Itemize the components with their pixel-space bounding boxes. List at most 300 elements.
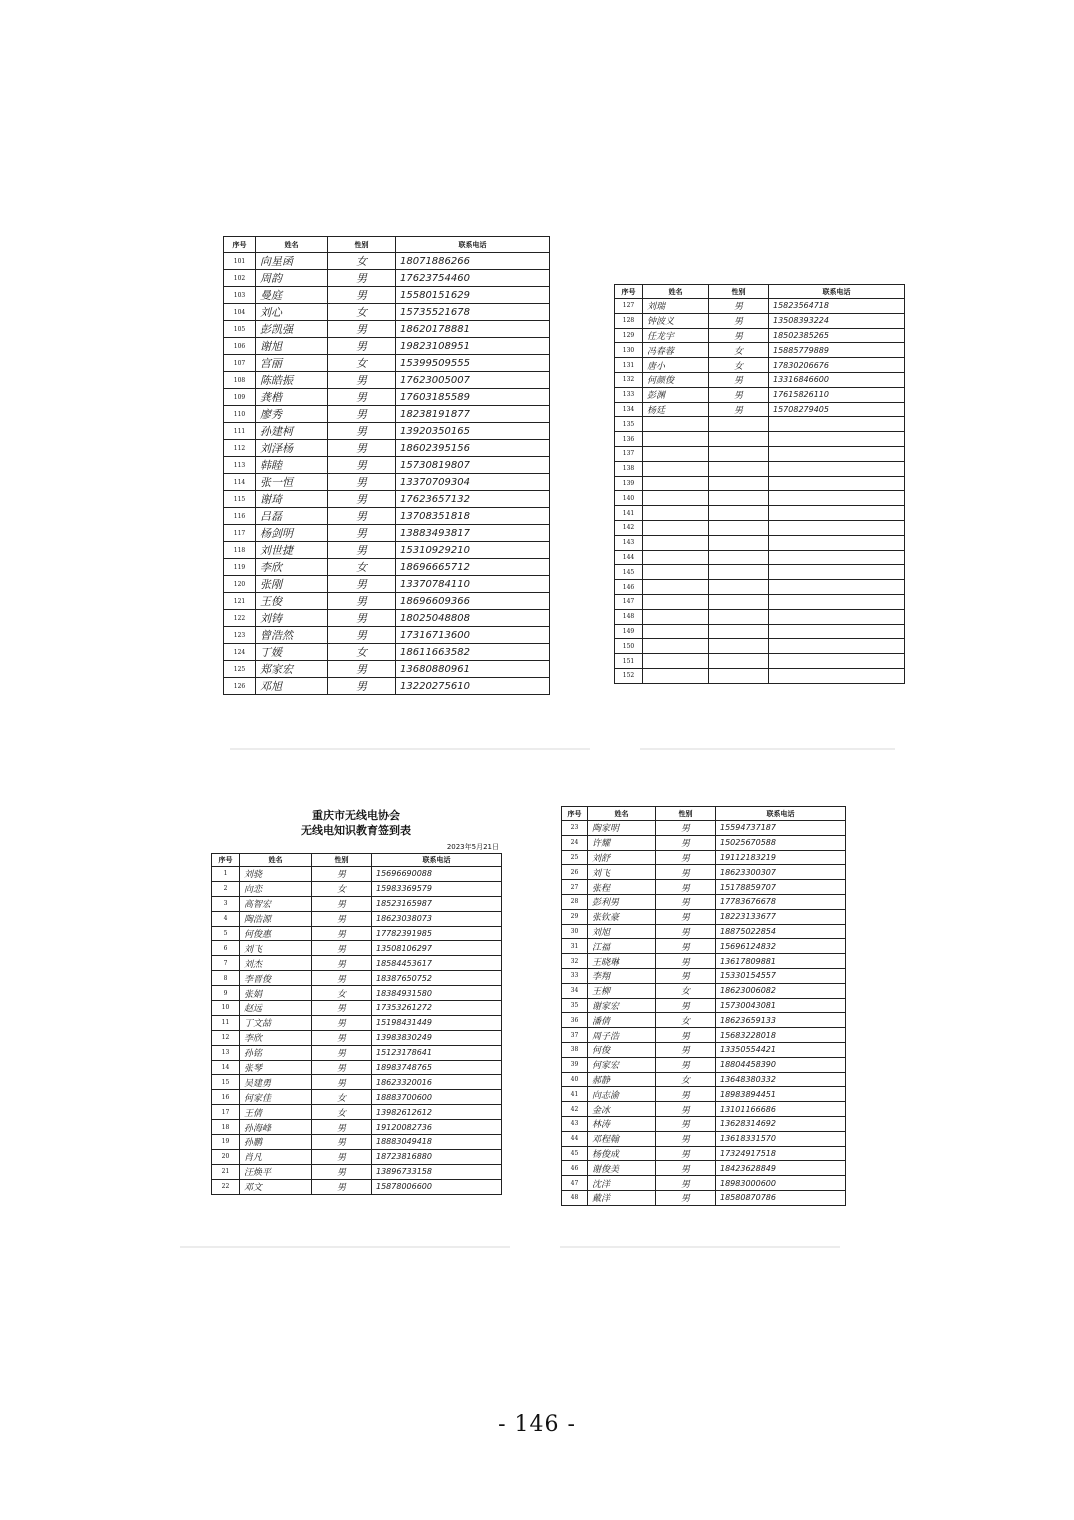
row-number: 124	[224, 644, 256, 661]
row-phone: 13370784110	[396, 576, 550, 593]
row-gender: 女	[312, 1090, 372, 1105]
row-number: 104	[224, 304, 256, 321]
row-phone: 13508393224	[769, 313, 905, 328]
row-number: 7	[212, 956, 240, 971]
row-name: 孙铭	[240, 1045, 312, 1060]
row-gender	[709, 639, 769, 654]
row-number: 141	[615, 506, 643, 521]
col-header-no: 序号	[562, 807, 588, 821]
table-row	[212, 911, 502, 926]
row-gender: 男	[656, 954, 716, 969]
row-gender: 女	[328, 355, 396, 372]
row-name: 周子浩	[588, 1028, 656, 1043]
row-phone: 18611663582	[396, 644, 550, 661]
row-phone: 18623038073	[372, 911, 502, 926]
row-phone: 18071886266	[396, 253, 550, 270]
row-phone: 18883700600	[372, 1090, 502, 1105]
row-phone: 15178859707	[716, 880, 846, 895]
col-header-phone: 联系电话	[372, 854, 502, 867]
row-phone	[769, 491, 905, 506]
table-row	[615, 491, 905, 506]
row-gender: 男	[656, 821, 716, 836]
table-row	[212, 1105, 502, 1120]
row-gender: 女	[328, 253, 396, 270]
row-name: 郝静	[588, 1072, 656, 1087]
row-phone	[769, 594, 905, 609]
row-phone: 18623300307	[716, 865, 846, 880]
row-phone: 13628314692	[716, 1116, 846, 1131]
row-number: 127	[615, 299, 643, 314]
row-number: 45	[562, 1146, 588, 1161]
scan-edge-line	[560, 1246, 840, 1248]
table-row	[212, 1030, 502, 1045]
row-number: 43	[562, 1116, 588, 1131]
registration-table	[614, 284, 905, 684]
row-gender: 男	[656, 1087, 716, 1102]
row-phone: 17603185589	[396, 389, 550, 406]
row-number: 34	[562, 983, 588, 998]
row-gender: 男	[656, 924, 716, 939]
row-gender: 男	[656, 880, 716, 895]
row-name: 李翔	[588, 968, 656, 983]
table-row	[615, 668, 905, 683]
table-row	[562, 835, 846, 850]
row-phone	[769, 446, 905, 461]
row-gender	[709, 550, 769, 565]
row-number: 102	[224, 270, 256, 287]
row-gender	[709, 506, 769, 521]
row-name: 吕磊	[256, 508, 328, 525]
row-phone	[769, 668, 905, 683]
table-row	[615, 624, 905, 639]
row-phone: 13617809881	[716, 954, 846, 969]
table-row	[615, 461, 905, 476]
row-name: 刘泽杨	[256, 440, 328, 457]
table-row	[224, 474, 550, 491]
col-header-gender: 性别	[656, 807, 716, 821]
row-name: 刘铸	[256, 610, 328, 627]
row-gender: 男	[312, 1164, 372, 1179]
row-gender: 女	[328, 644, 396, 661]
row-gender: 男	[656, 865, 716, 880]
row-phone	[769, 535, 905, 550]
table-row	[615, 328, 905, 343]
row-number: 140	[615, 491, 643, 506]
row-gender	[709, 520, 769, 535]
row-phone: 18580870786	[716, 1190, 846, 1205]
table-row	[562, 1042, 846, 1057]
table-row	[224, 253, 550, 270]
col-header-gender: 性别	[709, 285, 769, 299]
row-name: 张一恒	[256, 474, 328, 491]
row-gender	[709, 535, 769, 550]
row-name	[643, 506, 709, 521]
row-phone: 15025670588	[716, 835, 846, 850]
row-gender: 女	[709, 358, 769, 373]
row-phone: 13350554421	[716, 1042, 846, 1057]
row-gender: 男	[328, 542, 396, 559]
row-name: 谢家宏	[588, 998, 656, 1013]
row-gender: 男	[328, 525, 396, 542]
row-name: 韩睦	[256, 457, 328, 474]
table-row	[562, 924, 846, 939]
row-number: 114	[224, 474, 256, 491]
table-row	[615, 417, 905, 432]
row-gender: 男	[328, 457, 396, 474]
row-number: 146	[615, 580, 643, 595]
row-phone: 18025048808	[396, 610, 550, 627]
row-gender	[709, 654, 769, 669]
row-phone: 13508106297	[372, 941, 502, 956]
row-name	[643, 550, 709, 565]
row-number: 138	[615, 461, 643, 476]
row-number: 6	[212, 941, 240, 956]
row-name: 杨剑明	[256, 525, 328, 542]
row-number: 39	[562, 1057, 588, 1072]
row-number: 129	[615, 328, 643, 343]
row-name: 谢旭	[256, 338, 328, 355]
table-row	[562, 821, 846, 836]
row-name: 李欣	[240, 1030, 312, 1045]
row-phone: 17623005007	[396, 372, 550, 389]
row-name	[643, 432, 709, 447]
row-number: 143	[615, 535, 643, 550]
row-number: 112	[224, 440, 256, 457]
row-name: 陶浩源	[240, 911, 312, 926]
row-gender: 男	[312, 1030, 372, 1045]
col-header-phone: 联系电话	[396, 237, 550, 253]
row-name: 邓旭	[256, 678, 328, 695]
row-phone: 15310929210	[396, 542, 550, 559]
row-phone: 18423628849	[716, 1161, 846, 1176]
row-number: 125	[224, 661, 256, 678]
row-number: 137	[615, 446, 643, 461]
row-number: 2	[212, 881, 240, 896]
row-gender: 男	[656, 1131, 716, 1146]
row-number: 107	[224, 355, 256, 372]
row-number: 142	[615, 520, 643, 535]
row-number: 10	[212, 1001, 240, 1016]
col-header-name: 姓名	[643, 285, 709, 299]
table-row	[562, 865, 846, 880]
registration-table	[561, 806, 846, 1206]
table-row	[562, 850, 846, 865]
row-number: 101	[224, 253, 256, 270]
row-phone: 18983894451	[716, 1087, 846, 1102]
row-gender: 男	[656, 909, 716, 924]
row-phone: 18883049418	[372, 1135, 502, 1150]
row-number: 120	[224, 576, 256, 593]
row-gender: 女	[312, 881, 372, 896]
scan-edge-line	[230, 748, 590, 750]
row-gender: 男	[328, 491, 396, 508]
row-phone: 15730819807	[396, 457, 550, 474]
row-number: 33	[562, 968, 588, 983]
row-gender: 女	[656, 1072, 716, 1087]
row-gender: 男	[656, 1102, 716, 1117]
row-gender: 男	[328, 627, 396, 644]
row-name: 王柳	[588, 983, 656, 998]
table-row	[562, 1161, 846, 1176]
col-header-phone: 联系电话	[716, 807, 846, 821]
row-gender: 男	[709, 313, 769, 328]
row-phone: 13370709304	[396, 474, 550, 491]
row-phone: 15123178641	[372, 1045, 502, 1060]
row-phone: 18523165987	[372, 896, 502, 911]
row-number: 31	[562, 939, 588, 954]
row-number: 116	[224, 508, 256, 525]
table-row	[224, 389, 550, 406]
row-number: 121	[224, 593, 256, 610]
row-gender	[709, 432, 769, 447]
row-number: 8	[212, 971, 240, 986]
row-number: 37	[562, 1028, 588, 1043]
row-phone: 17316713600	[396, 627, 550, 644]
row-number: 18	[212, 1120, 240, 1135]
row-phone: 13220275610	[396, 678, 550, 695]
row-number: 32	[562, 954, 588, 969]
row-name: 金冰	[588, 1102, 656, 1117]
row-gender: 女	[328, 559, 396, 576]
table-row	[615, 313, 905, 328]
row-gender: 男	[656, 1042, 716, 1057]
row-phone: 18983000600	[716, 1176, 846, 1191]
table-row	[615, 343, 905, 358]
table-row	[562, 954, 846, 969]
row-number: 15	[212, 1075, 240, 1090]
row-number: 5	[212, 926, 240, 941]
row-phone: 13920350165	[396, 423, 550, 440]
table-row	[615, 535, 905, 550]
row-phone	[769, 609, 905, 624]
row-gender: 男	[312, 1001, 372, 1016]
row-phone: 17324917518	[716, 1146, 846, 1161]
row-phone: 17623754460	[396, 270, 550, 287]
row-number: 133	[615, 387, 643, 402]
row-gender: 男	[709, 387, 769, 402]
table-row	[615, 609, 905, 624]
row-number: 149	[615, 624, 643, 639]
table-row	[224, 644, 550, 661]
row-number: 128	[615, 313, 643, 328]
row-phone: 19120082736	[372, 1120, 502, 1135]
row-gender: 女	[656, 1013, 716, 1028]
table-row	[212, 1120, 502, 1135]
table-row	[224, 576, 550, 593]
row-name: 曾浩然	[256, 627, 328, 644]
row-name: 彭凯强	[256, 321, 328, 338]
sign-in-sheet-c	[211, 808, 501, 1208]
row-number: 17	[212, 1105, 240, 1120]
row-number: 152	[615, 668, 643, 683]
row-name: 周韵	[256, 270, 328, 287]
col-header-gender: 性别	[312, 854, 372, 867]
row-phone: 18387650752	[372, 971, 502, 986]
row-number: 105	[224, 321, 256, 338]
row-name: 何家佳	[240, 1090, 312, 1105]
row-gender: 男	[312, 941, 372, 956]
row-name: 潘倩	[588, 1013, 656, 1028]
row-name: 冯春蓉	[643, 343, 709, 358]
row-number: 11	[212, 1015, 240, 1030]
row-gender: 男	[656, 1116, 716, 1131]
row-name	[643, 668, 709, 683]
row-phone: 13680880961	[396, 661, 550, 678]
row-name: 孙鹏	[240, 1135, 312, 1150]
row-name: 张钦豪	[588, 909, 656, 924]
row-number: 135	[615, 417, 643, 432]
row-name: 戴洋	[588, 1190, 656, 1205]
row-gender	[709, 476, 769, 491]
row-name	[643, 639, 709, 654]
col-header-no: 序号	[212, 854, 240, 867]
row-name: 廖秀	[256, 406, 328, 423]
table-row	[562, 909, 846, 924]
col-header-no: 序号	[224, 237, 256, 253]
row-gender: 男	[328, 287, 396, 304]
row-number: 4	[212, 911, 240, 926]
row-number: 1	[212, 867, 240, 882]
row-name: 孙海峰	[240, 1120, 312, 1135]
row-phone	[769, 476, 905, 491]
row-phone: 18696665712	[396, 559, 550, 576]
row-number: 35	[562, 998, 588, 1013]
row-phone: 13708351818	[396, 508, 550, 525]
row-name: 刘瑞	[643, 299, 709, 314]
row-gender	[709, 624, 769, 639]
row-name: 彭渊	[643, 387, 709, 402]
table-row	[212, 971, 502, 986]
row-gender: 女	[656, 983, 716, 998]
table-row	[224, 304, 550, 321]
row-number: 46	[562, 1161, 588, 1176]
col-header-name: 姓名	[256, 237, 328, 253]
table-row	[224, 372, 550, 389]
table-row	[562, 968, 846, 983]
row-gender: 男	[312, 1060, 372, 1075]
sign-in-sheet-b	[614, 284, 904, 708]
col-header-no: 序号	[615, 285, 643, 299]
row-phone: 18238191877	[396, 406, 550, 423]
row-name: 赵远	[240, 1001, 312, 1016]
row-gender: 男	[312, 971, 372, 986]
row-number: 48	[562, 1190, 588, 1205]
row-name: 高智宏	[240, 896, 312, 911]
table-row	[224, 338, 550, 355]
row-name: 何家宏	[588, 1057, 656, 1072]
row-phone: 18384931580	[372, 986, 502, 1001]
row-name: 张琴	[240, 1060, 312, 1075]
row-gender: 男	[656, 1146, 716, 1161]
row-name: 刘骁	[240, 867, 312, 882]
row-name: 陶家明	[588, 821, 656, 836]
row-phone: 19112183219	[716, 850, 846, 865]
table-row	[562, 894, 846, 909]
row-name: 任龙宇	[643, 328, 709, 343]
table-row	[212, 896, 502, 911]
row-gender: 男	[328, 610, 396, 627]
row-gender: 男	[656, 939, 716, 954]
row-number: 40	[562, 1072, 588, 1087]
row-name: 刘飞	[240, 941, 312, 956]
row-phone: 18602395156	[396, 440, 550, 457]
row-number: 3	[212, 896, 240, 911]
table-row	[615, 446, 905, 461]
row-name	[643, 580, 709, 595]
table-row	[224, 406, 550, 423]
row-phone: 18723816880	[372, 1149, 502, 1164]
row-name	[643, 565, 709, 580]
row-phone: 18584453617	[372, 956, 502, 971]
table-row	[562, 1190, 846, 1205]
row-gender: 男	[656, 850, 716, 865]
row-gender: 男	[312, 956, 372, 971]
table-row	[224, 321, 550, 338]
col-header-phone: 联系电话	[769, 285, 905, 299]
table-row	[224, 559, 550, 576]
row-gender: 男	[328, 474, 396, 491]
row-name: 郑家宏	[256, 661, 328, 678]
row-gender: 男	[328, 678, 396, 695]
table-row	[212, 1060, 502, 1075]
row-phone	[769, 624, 905, 639]
row-number: 126	[224, 678, 256, 695]
table-row	[224, 457, 550, 474]
table-row	[224, 355, 550, 372]
table-row	[224, 270, 550, 287]
row-number: 22	[212, 1179, 240, 1194]
row-phone: 17782391985	[372, 926, 502, 941]
row-name: 刘世捷	[256, 542, 328, 559]
row-name	[643, 461, 709, 476]
row-number: 148	[615, 609, 643, 624]
row-phone: 15730043081	[716, 998, 846, 1013]
row-number: 109	[224, 389, 256, 406]
row-phone: 17615826110	[769, 387, 905, 402]
row-phone	[769, 520, 905, 535]
row-phone: 13983830249	[372, 1030, 502, 1045]
row-phone: 15399509555	[396, 355, 550, 372]
table-row	[615, 476, 905, 491]
row-gender: 男	[656, 998, 716, 1013]
row-number: 42	[562, 1102, 588, 1117]
row-number: 130	[615, 343, 643, 358]
row-name: 彭利男	[588, 894, 656, 909]
row-name: 杨廷	[643, 402, 709, 417]
row-phone: 13982612612	[372, 1105, 502, 1120]
row-number: 27	[562, 880, 588, 895]
table-row	[615, 402, 905, 417]
row-name: 张娟	[240, 986, 312, 1001]
table-row	[224, 525, 550, 542]
table-row	[562, 983, 846, 998]
row-gender: 男	[312, 1045, 372, 1060]
row-gender: 男	[709, 402, 769, 417]
row-gender: 男	[328, 423, 396, 440]
sign-in-sheet-a	[223, 236, 549, 704]
row-name	[643, 491, 709, 506]
row-number: 103	[224, 287, 256, 304]
row-gender: 男	[328, 661, 396, 678]
scan-edge-line	[180, 1246, 510, 1248]
row-gender	[709, 417, 769, 432]
row-name: 王倩	[240, 1105, 312, 1120]
row-gender: 男	[312, 1120, 372, 1135]
row-gender: 男	[328, 576, 396, 593]
row-phone: 15885779889	[769, 343, 905, 358]
table-row	[562, 1116, 846, 1131]
table-row	[224, 287, 550, 304]
